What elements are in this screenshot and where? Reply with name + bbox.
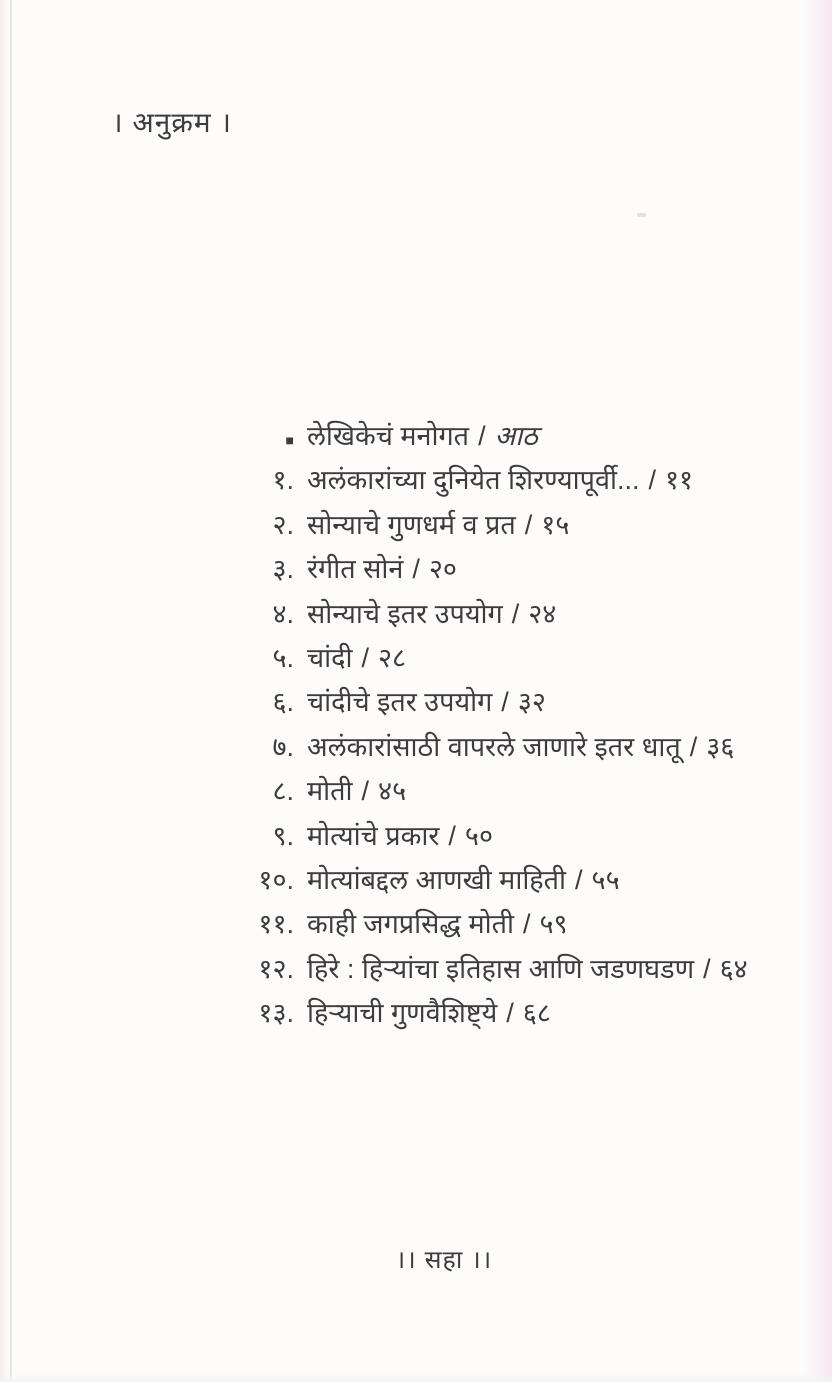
toc-list	[236, 416, 796, 1037]
page-title: । अनुक्रम ।	[112, 107, 232, 138]
toc-item-page: २०	[428, 554, 457, 585]
toc-item-marker: ४.	[272, 598, 294, 629]
toc-row	[236, 993, 796, 1037]
toc-item-marker: ९.	[272, 820, 294, 851]
toc-item-page: ५९	[539, 909, 568, 940]
toc-item-page: ११	[665, 465, 694, 496]
scan-artifact	[637, 213, 646, 217]
toc-item-page: ४५	[378, 776, 407, 807]
toc-separator: /	[361, 642, 369, 673]
toc-row	[236, 638, 796, 682]
toc-item-title: काही जगप्रसिद्ध मोती	[307, 909, 514, 940]
toc-item-marker: ■	[285, 432, 294, 448]
scan-edge-warm-band	[0, 0, 10, 1382]
toc-separator: /	[575, 864, 583, 895]
page-number-footer: ।। सहा ।।	[395, 1246, 493, 1274]
toc-separator: /	[703, 953, 711, 984]
toc-separator: /	[511, 598, 520, 629]
toc-row	[236, 460, 796, 504]
scan-edge-line	[10, 0, 12, 1382]
toc-separator: /	[501, 687, 509, 718]
toc-item-page: ३६	[706, 731, 735, 762]
toc-separator: /	[648, 465, 656, 496]
toc-separator: /	[448, 820, 456, 851]
toc-separator: /	[689, 731, 698, 762]
toc-row	[236, 771, 796, 815]
toc-item-page: १५	[541, 509, 570, 540]
toc-item-marker: ३.	[272, 554, 294, 585]
toc-item-marker: १२.	[258, 953, 294, 984]
toc-row	[236, 727, 796, 771]
toc-item-title: चांदीचे इतर उपयोग	[307, 687, 493, 718]
toc-row	[236, 860, 796, 904]
toc-item-title: मोत्यांबद्दल आणखी माहिती	[307, 864, 567, 895]
toc-item-page: २८	[377, 642, 407, 673]
toc-item-title: अलंकारांच्या दुनियेत शिरण्यापूर्वी...	[307, 465, 640, 496]
toc-item-title: चांदी	[307, 642, 353, 673]
toc-item-title: सोन्याचे इतर उपयोग	[307, 598, 503, 629]
toc-item-title: अलंकारांसाठी वापरले जाणारे इतर धातू	[307, 731, 681, 762]
toc-separator: /	[506, 998, 514, 1029]
toc-item-page: २४	[528, 598, 557, 629]
page-edge-tint	[802, 0, 832, 1382]
toc-row	[236, 549, 796, 593]
toc-item-page: ५०	[464, 820, 494, 851]
toc-separator: /	[361, 776, 370, 807]
toc-separator: /	[478, 421, 486, 451]
toc-item-marker: ७.	[272, 731, 294, 762]
toc-item-marker: ८.	[272, 776, 294, 807]
toc-row	[236, 949, 796, 993]
toc-row	[236, 904, 796, 948]
toc-item-page: आठ	[494, 421, 538, 451]
toc-row	[236, 594, 796, 638]
toc-item-marker: १३.	[258, 998, 294, 1029]
toc-item-marker: ५.	[272, 642, 294, 673]
toc-item-marker: ६.	[272, 687, 294, 718]
toc-separator: /	[412, 554, 420, 585]
toc-item-title: मोती	[307, 776, 353, 807]
toc-item-page: ३२	[517, 687, 546, 718]
toc-item-marker: १०.	[258, 864, 294, 895]
toc-separator: /	[524, 509, 533, 540]
toc-item-title: मोत्यांचे प्रकार	[307, 820, 440, 851]
toc-row	[236, 682, 796, 726]
toc-row	[236, 416, 796, 460]
toc-item-marker: २.	[272, 509, 294, 540]
toc-item-page: ६४	[719, 953, 748, 984]
toc-item-page: ६८	[522, 998, 551, 1029]
toc-item-page: ५५	[591, 864, 620, 895]
toc-item-marker: १.	[272, 465, 294, 496]
toc-item-title: लेखिकेचं मनोगत	[307, 421, 470, 451]
toc-item-title: हिरे : हिऱ्यांचा इतिहास आणि जडणघडण	[307, 953, 695, 984]
toc-separator: /	[523, 909, 531, 940]
toc-item-marker: ११.	[258, 909, 294, 940]
toc-item-title: सोन्याचे गुणधर्म व प्रत	[307, 509, 516, 540]
toc-item-title: हिऱ्याची गुणवैशिष्ट्ये	[307, 998, 498, 1029]
toc-item-title: रंगीत सोनं	[307, 554, 404, 585]
page-edge-bottom-tint	[0, 1374, 832, 1382]
toc-row	[236, 816, 796, 860]
toc-row	[236, 505, 796, 549]
